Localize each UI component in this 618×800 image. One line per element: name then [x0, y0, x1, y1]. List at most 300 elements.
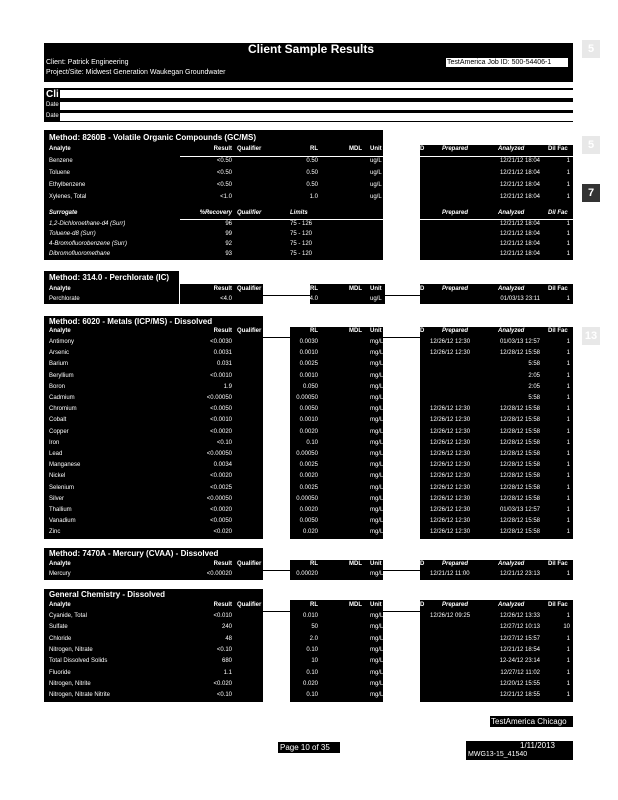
date-white-2 [60, 113, 573, 121]
unit-value: mg/L [370, 395, 384, 401]
analyzed-value: 2:05 [528, 383, 540, 390]
result-value: <0.0020 [210, 507, 232, 513]
prepared-value: 12/26/12 12:30 [430, 350, 471, 357]
dilfac-value: 1 [566, 439, 570, 446]
date-received-label: Date [46, 113, 59, 119]
analyte-name: Fluoride [49, 669, 71, 676]
col-analyzed: Analyzed [498, 146, 525, 152]
rl-value: 0.0030 [299, 339, 318, 345]
col-prepared: Prepared [442, 328, 469, 334]
analyzed-value: 12/28/12 15:58 [499, 428, 540, 435]
result-value: <0.50 [216, 170, 232, 176]
unit-value: mg/L [370, 451, 384, 457]
unit-value: mg/L [370, 680, 384, 687]
surrogate-analyzed: 12/21/12 18:04 [499, 231, 540, 237]
unit-value: mg/L [370, 350, 384, 357]
rl-value: 0.0010 [299, 350, 318, 357]
result-value: 240 [221, 624, 232, 631]
dilfac-value: 1 [566, 406, 570, 413]
analyzed-value: 12/28/12 15:58 [499, 473, 540, 480]
result-value: <0.0010 [210, 372, 232, 379]
result-value: 48 [225, 635, 232, 642]
analyte-name: Antimony [49, 339, 75, 345]
result-value: <0.0020 [210, 428, 232, 435]
rl-value: 0.050 [302, 383, 318, 390]
unit-value: mg/L [370, 383, 384, 390]
rl-value: 0.50 [306, 170, 318, 176]
rl-value: 0.0025 [299, 462, 318, 469]
prepared-value: 12/26/12 12:30 [430, 406, 471, 413]
unit-value: mg/L [370, 624, 384, 631]
analyzed-value: 01/03/13 23:11 [500, 296, 540, 302]
dilfac-value: 1 [566, 613, 570, 619]
col-qualifier: Qualifier [237, 286, 262, 292]
col-rl: RL [310, 146, 318, 152]
dilfac-value: 1 [566, 658, 570, 665]
result-value: <0.00020 [206, 571, 232, 577]
result-value: <0.50 [216, 158, 232, 164]
unit-value: mg/L [370, 669, 384, 676]
col-mdl: MDL [349, 328, 362, 334]
result-value: <0.0050 [210, 406, 232, 413]
footer-date: 1/11/2013 [520, 741, 555, 750]
col-dilfac: Dil Fac [548, 561, 568, 567]
analyte-name: Nitrogen, Nitrite [49, 680, 91, 687]
surrogate-recovery: 92 [225, 241, 232, 247]
col-result: Result [213, 602, 232, 608]
analyzed-value: 5:58 [528, 361, 540, 368]
dilfac-value: 1 [566, 473, 570, 480]
prepared-value: 12/26/12 12:30 [430, 428, 471, 435]
col-rl: RL [310, 286, 318, 292]
dilfac-value: 1 [566, 669, 570, 676]
col-limits: Limits [290, 210, 308, 216]
prepared-value: 12/26/12 12:30 [430, 417, 471, 424]
col-prepared: Prepared [442, 146, 469, 152]
dilfac-value: 1 [566, 383, 570, 390]
side-tab-6[interactable]: 5 [582, 136, 600, 154]
surrogate-recovery: 96 [225, 221, 232, 227]
col-dilfac: Dil Fac [548, 602, 568, 608]
prepared-value: 12/26/12 12:30 [430, 495, 471, 502]
surrogate-limits: 75 - 120 [290, 251, 313, 257]
surrogate-dilfac: 1 [566, 251, 570, 257]
rl-value: 10 [311, 658, 318, 665]
col-qualifier: Qualifier [237, 602, 262, 608]
analyte-name: Barium [49, 361, 69, 368]
surrogate-dilfac: 1 [566, 231, 570, 237]
unit-value: mg/L [370, 692, 384, 699]
rl-value: 1.0 [309, 194, 318, 200]
analyzed-value: 12/28/12 15:58 [499, 462, 540, 469]
dilfac-value: 1 [566, 484, 570, 491]
analyte-name: Benzene [49, 158, 73, 164]
project-site: Project/Site: Midwest Generation Waukegan Groundwater [46, 69, 226, 76]
metals-heading: Method: 6020 - Metals (ICP/MS) - Dissolved [49, 317, 213, 326]
analyte-name: Copper [49, 428, 69, 435]
analyzed-value: 12/21/12 18:55 [499, 692, 540, 699]
col-mdl: MDL [349, 561, 362, 567]
unit-value: mg/L [370, 473, 384, 480]
col-analyte: Analyte [49, 286, 71, 292]
prepared-value: 12/26/12 12:30 [430, 439, 471, 446]
dilfac-value: 1 [566, 182, 570, 188]
col-qualifier: Qualifier [237, 146, 262, 152]
result-value: <0.020 [213, 680, 232, 687]
result-value: <1.0 [220, 194, 232, 200]
surrogate-name: 4-Bromofluorobenzene (Surr) [49, 241, 128, 247]
analyzed-value: 12/21/12 18:04 [499, 170, 540, 176]
dilfac-value: 1 [566, 646, 570, 653]
surrogate-limits: 75 - 120 [290, 241, 313, 247]
col-rl: RL [310, 561, 318, 567]
dilfac-value: 1 [566, 417, 570, 424]
analyzed-value: 12/28/12 15:58 [499, 451, 540, 457]
col-analyte: Analyte [49, 561, 71, 567]
dilfac-value: 1 [566, 571, 570, 577]
col-analyte: Analyte [49, 328, 71, 334]
analyzed-value: 12/27/12 11:02 [500, 669, 540, 676]
col-surr-prepared: Prepared [442, 210, 469, 216]
col-qualifier: Qualifier [237, 561, 262, 567]
analyzed-value: 12/27/12 15:57 [499, 635, 540, 642]
side-tab-7[interactable]: 7 [582, 184, 600, 202]
surrogate-name: Toluene-d8 (Surr) [49, 231, 96, 237]
result-value: <0.10 [216, 692, 232, 699]
analyte-name: Cyanide, Total [49, 613, 87, 619]
col-rl: RL [310, 328, 318, 334]
dilfac-value: 1 [566, 529, 570, 536]
col-d: D [420, 602, 425, 608]
col-result: Result [213, 286, 232, 292]
analyzed-value: 12/28/12 15:58 [499, 350, 540, 357]
col-analyzed: Analyzed [498, 602, 525, 608]
col-surr-qualifier: Qualifier [237, 210, 262, 216]
analyzed-value: 12/28/12 15:58 [499, 495, 540, 502]
analyte-name: Chromium [49, 406, 77, 413]
col-result: Result [213, 328, 232, 334]
analyzed-value: 12/28/12 15:58 [499, 417, 540, 424]
voc-heading: Method: 8260B - Volatile Organic Compounds (GC/MS) [49, 133, 256, 142]
result-value: 0.0031 [213, 350, 232, 357]
col-analyzed: Analyzed [498, 286, 525, 292]
result-value: <0.10 [216, 646, 232, 653]
result-value: <0.00050 [206, 395, 232, 401]
unit-value: mg/L [370, 635, 384, 642]
client-id-label: Cli [46, 89, 59, 100]
unit-value: mg/L [370, 518, 384, 525]
rl-value: 0.00020 [296, 571, 318, 577]
prepared-value: 12/26/12 12:30 [430, 529, 471, 536]
analyte-name: Total Dissolved Solids [49, 658, 108, 665]
col-analyzed: Analyzed [498, 561, 525, 567]
prepared-value: 12/26/12 12:30 [430, 484, 471, 491]
analyte-name: Cadmium [49, 395, 75, 401]
rl-value: 0.10 [306, 669, 318, 676]
footer-lab: TestAmerica Chicago [491, 717, 567, 726]
col-unit: Unit [370, 146, 382, 152]
col-analyzed: Analyzed [498, 328, 525, 334]
unit-value: mg/L [370, 484, 384, 491]
prepared-value: 12/26/12 12:30 [430, 507, 471, 513]
analyte-name: Lead [49, 451, 63, 457]
analyte-name: Manganese [49, 462, 81, 469]
genchem-heading: General Chemistry - Dissolved [49, 590, 166, 599]
col-surr-dilfac: Dil Fac [548, 210, 568, 216]
rl-value: 0.0050 [299, 406, 318, 413]
col-unit: Unit [370, 328, 382, 334]
rl-value: 0.0050 [299, 518, 318, 525]
result-value: 1.1 [223, 669, 232, 676]
result-value: 1.9 [223, 383, 232, 390]
col-dilfac: Dil Fac [548, 146, 568, 152]
analyte-name: Vanadium [49, 518, 76, 525]
analyzed-value: 12/26/12 13:33 [499, 613, 540, 619]
unit-value: mg/L [370, 658, 384, 665]
analyzed-value: 12-24/12 23:14 [499, 658, 540, 665]
analyzed-value: 12/28/12 15:58 [499, 439, 540, 446]
col-d: D [420, 561, 425, 567]
unit-value: ug/L [370, 296, 382, 302]
footer-page: Page 10 of 35 [280, 743, 330, 752]
perchlorate-heading: Method: 314.0 - Perchlorate (IC) [49, 273, 170, 282]
unit-value: mg/L [370, 507, 384, 513]
analyzed-value: 12/21/12 18:04 [499, 158, 540, 164]
dilfac-value: 1 [566, 395, 570, 401]
analyzed-value: 01/03/13 12:57 [499, 339, 540, 345]
unit-value: ug/L [370, 158, 382, 164]
rl-value: 4.0 [309, 296, 318, 302]
rl-value: 0.020 [302, 680, 318, 687]
unit-value: mg/L [370, 613, 384, 619]
surrogate-dilfac: 1 [566, 221, 570, 227]
dilfac-value: 1 [566, 507, 570, 513]
surrogate-analyzed: 12/21/12 18:04 [499, 251, 540, 257]
surrogate-name: Dibromofluoromethane [49, 251, 111, 257]
rl-value: 0.0020 [299, 473, 318, 480]
unit-value: ug/L [370, 182, 382, 188]
dilfac-value: 1 [566, 296, 570, 302]
analyte-name: Boron [49, 383, 66, 390]
dilfac-value: 1 [566, 158, 570, 164]
date-collected-label: Date [46, 102, 59, 108]
prepared-value: 12/26/12 12:30 [430, 462, 471, 469]
unit-value: mg/L [370, 428, 384, 435]
result-value: <0.0050 [210, 518, 232, 525]
rl-value: 0.50 [306, 158, 318, 164]
mercury-heading: Method: 7470A - Mercury (CVAA) - Dissolved [49, 549, 219, 558]
rl-value: 0.10 [306, 646, 318, 653]
analyte-name: Thallium [49, 507, 72, 513]
analyte-name: Sulfate [49, 624, 68, 631]
analyzed-value: 12/27/12 10:13 [499, 624, 540, 631]
analyte-name: Ethylbenzene [49, 182, 86, 188]
footer-doc-id: MWG13-15_41540 [468, 751, 528, 758]
unit-value: mg/L [370, 372, 384, 379]
surrogate-name: 1,2-Dichloroethane-d4 (Surr) [49, 221, 126, 227]
dilfac-value: 1 [566, 680, 570, 687]
col-unit: Unit [370, 561, 382, 567]
result-value: <0.010 [213, 613, 232, 619]
unit-value: mg/L [370, 571, 384, 577]
analyzed-value: 12/28/12 15:58 [499, 484, 540, 491]
col-dilfac: Dil Fac [548, 328, 568, 334]
result-value: <0.00050 [206, 451, 232, 457]
client-name: Client: Patrick Engineering [46, 59, 129, 66]
col-result: Result [213, 561, 232, 567]
prepared-value: 12/21/12 11:00 [430, 571, 470, 577]
surrogate-limits: 75 - 126 [290, 221, 313, 227]
analyte-name: Nitrogen, Nitrate Nitrite [49, 692, 111, 699]
dilfac-value: 1 [566, 428, 570, 435]
col-dilfac: Dil Fac [548, 286, 568, 292]
analyzed-value: 12/21/12 23:13 [499, 571, 540, 577]
col-prepared: Prepared [442, 561, 469, 567]
surrogate-dilfac: 1 [566, 241, 570, 247]
result-value: <0.00050 [206, 495, 232, 502]
date-white-1 [60, 102, 573, 110]
dilfac-value: 1 [566, 635, 570, 642]
rl-value: 0.10 [306, 439, 318, 446]
analyzed-value: 2:05 [528, 372, 540, 379]
unit-value: ug/L [370, 170, 382, 176]
col-analyte: Analyte [49, 146, 71, 152]
col-d: D [420, 146, 425, 152]
dilfac-value: 1 [566, 170, 570, 176]
col-unit: Unit [370, 286, 382, 292]
surrogate-limits: 75 - 120 [290, 231, 313, 237]
analyte-name: Toluene [49, 170, 71, 176]
analyzed-value: 12/21/12 18:54 [499, 646, 540, 653]
dilfac-value: 1 [566, 462, 570, 469]
col-rl: RL [310, 602, 318, 608]
col-mdl: MDL [349, 602, 362, 608]
rl-value: 50 [311, 624, 318, 631]
analyzed-value: 12/21/12 18:04 [499, 182, 540, 188]
analyte-name: Zinc [49, 529, 61, 536]
prepared-value: 12/26/12 12:30 [430, 339, 471, 345]
prepared-value: 12/26/12 12:30 [430, 451, 471, 457]
rl-value: 0.00050 [296, 495, 318, 502]
unit-value: mg/L [370, 462, 384, 469]
page-title: Client Sample Results [248, 42, 375, 56]
dilfac-value: 1 [566, 518, 570, 525]
analyzed-value: 12/28/12 15:58 [499, 529, 540, 536]
rl-value: 0.0025 [299, 484, 318, 491]
col-result: Result [213, 146, 232, 152]
analyte-name: Perchlorate [49, 296, 80, 302]
col-d: D [420, 328, 425, 334]
rl-value: 0.010 [302, 613, 318, 619]
rl-value: 0.0020 [299, 428, 318, 435]
prepared-value: 12/26/12 09:25 [430, 613, 471, 619]
rl-value: 0.10 [306, 692, 318, 699]
col-mdl: MDL [349, 286, 362, 292]
col-surr-analyzed: Analyzed [498, 210, 525, 216]
dilfac-value: 1 [566, 372, 570, 379]
analyte-name: Iron [49, 439, 60, 446]
surrogate-recovery: 93 [225, 251, 232, 257]
dilfac-value: 1 [566, 194, 570, 200]
rl-value: 0.00050 [296, 395, 318, 401]
rl-value: 0.0020 [299, 507, 318, 513]
analyzed-value: 01/03/13 12:57 [499, 507, 540, 513]
surrogate-recovery: 99 [225, 231, 232, 237]
dilfac-value: 1 [566, 692, 570, 699]
side-tab-5[interactable]: 5 [582, 40, 600, 58]
prepared-value: 12/26/12 12:30 [430, 473, 471, 480]
rl-value: 0.020 [302, 529, 318, 536]
dilfac-value: 1 [566, 451, 570, 457]
surrogate-analyzed: 12/21/12 18:04 [499, 221, 540, 227]
analyte-name: Nitrogen, Nitrate [49, 646, 93, 653]
analyte-name: Cobalt [49, 417, 67, 424]
analyzed-value: 5:58 [528, 395, 540, 401]
dilfac-value: 10 [563, 624, 570, 631]
rl-value: 0.00050 [296, 451, 318, 457]
rl-value: 0.50 [306, 182, 318, 188]
col-surrogate: Surrogate [49, 210, 78, 216]
analyzed-value: 12/20/12 15:55 [499, 680, 540, 687]
unit-value: mg/L [370, 361, 384, 368]
result-value: 0.0034 [213, 462, 232, 469]
result-value: <4.0 [220, 296, 232, 302]
surrogate-analyzed: 12/21/12 18:04 [499, 241, 540, 247]
analyte-name: Arsenic [49, 350, 70, 357]
result-value: <0.0030 [210, 339, 232, 345]
col-prepared: Prepared [442, 286, 469, 292]
col-mdl: MDL [349, 146, 362, 152]
rl-value: 0.0010 [299, 372, 318, 379]
col-unit: Unit [370, 602, 382, 608]
job-id: TestAmerica Job ID: 500-54406-1 [447, 59, 552, 66]
col-prepared: Prepared [442, 602, 469, 608]
analyte-name: Silver [49, 495, 65, 502]
prepared-value: 12/26/12 12:30 [430, 518, 471, 525]
side-tab-13[interactable]: 13 [582, 327, 600, 345]
dilfac-value: 1 [566, 495, 570, 502]
col-analyte: Analyte [49, 602, 71, 608]
unit-value: mg/L [370, 417, 384, 424]
result-value: 680 [221, 658, 232, 665]
analyte-name: Xylenes, Total [49, 194, 87, 200]
col-qualifier: Qualifier [237, 328, 262, 334]
analyte-name: Chloride [49, 635, 72, 642]
rl-value: 0.0025 [299, 361, 318, 368]
analyte-name: Nickel [49, 473, 66, 480]
dilfac-value: 1 [566, 350, 570, 357]
analyte-name: Beryllium [49, 372, 74, 379]
analyzed-value: 12/21/12 18:04 [499, 194, 540, 200]
unit-value: mg/L [370, 646, 384, 653]
unit-value: mg/L [370, 339, 384, 345]
analyzed-value: 12/28/12 15:58 [499, 518, 540, 525]
analyte-name: Selenium [49, 484, 75, 491]
result-value: <0.020 [213, 529, 232, 536]
unit-value: mg/L [370, 529, 384, 536]
analyzed-value: 12/28/12 15:58 [499, 406, 540, 413]
dilfac-value: 1 [566, 361, 570, 368]
unit-value: mg/L [370, 439, 384, 446]
result-value: 0.031 [216, 361, 232, 368]
dilfac-value: 1 [566, 339, 570, 345]
col-recovery: %Recovery [199, 210, 232, 216]
unit-value: ug/L [370, 194, 382, 200]
result-value: <0.0025 [210, 484, 232, 491]
result-value: <0.0010 [210, 417, 232, 424]
rl-value: 0.0010 [299, 417, 318, 424]
rl-value: 2.0 [309, 635, 318, 642]
